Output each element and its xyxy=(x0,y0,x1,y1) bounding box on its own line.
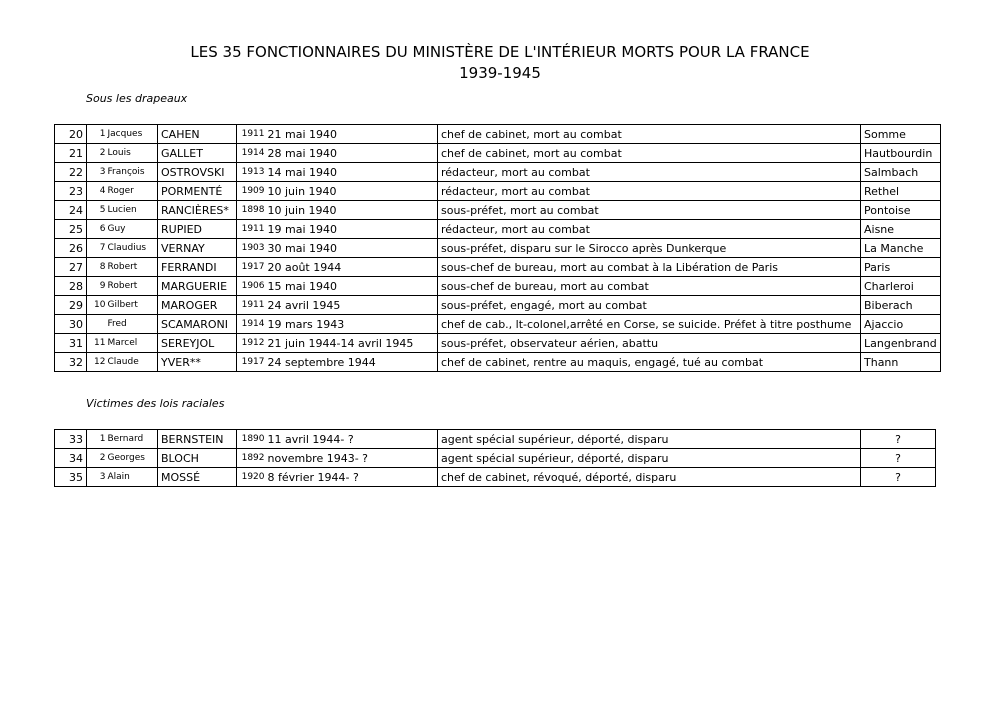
description-cell: agent spécial supérieur, déporté, disparu xyxy=(438,449,861,468)
death-date-cell: 10 juin 1940 xyxy=(267,201,438,220)
description-cell: sous-préfet, mort au combat xyxy=(438,201,861,220)
place-cell: Rethel xyxy=(861,182,941,201)
table-row xyxy=(55,277,941,296)
place-cell: Ajaccio xyxy=(861,315,941,334)
row-number-cell: 22 xyxy=(55,163,87,182)
table-row xyxy=(55,468,936,487)
row-ordinal-cell: 3 xyxy=(87,163,107,182)
birth-year-cell: 1920 xyxy=(237,468,267,487)
place-cell: Charleroi xyxy=(861,277,941,296)
row-ordinal-cell: 10 xyxy=(87,296,107,315)
row-number-cell: 34 xyxy=(55,449,87,468)
row-ordinal-cell: 8 xyxy=(87,258,107,277)
death-date-cell: 20 août 1944 xyxy=(267,258,438,277)
first-name-cell: Marcel xyxy=(107,334,158,353)
table-row xyxy=(55,296,941,315)
row-ordinal-cell: 6 xyxy=(87,220,107,239)
first-name-cell: Bernard xyxy=(107,430,158,449)
table-row xyxy=(55,334,941,353)
description-cell: sous-préfet, observateur aérien, abattu xyxy=(438,334,861,353)
row-number-cell: 25 xyxy=(55,220,87,239)
first-name-cell: Robert xyxy=(107,277,158,296)
last-name-cell: BERNSTEIN xyxy=(158,430,237,449)
death-date-cell: 14 mai 1940 xyxy=(267,163,438,182)
description-cell: sous-préfet, engagé, mort au combat xyxy=(438,296,861,315)
description-cell: rédacteur, mort au combat xyxy=(438,182,861,201)
row-ordinal-cell: 7 xyxy=(87,239,107,258)
document-title: LES 35 FONCTIONNAIRES DU MINISTÈRE DE L'INTÉRIEUR MORTS POUR LA FRANCE xyxy=(190,43,810,61)
last-name-cell: BLOCH xyxy=(158,449,237,468)
birth-year-cell: 1911 xyxy=(237,296,267,315)
place-cell: Aisne xyxy=(861,220,941,239)
last-name-cell: MARGUERIE xyxy=(158,277,237,296)
birth-year-cell: 1913 xyxy=(237,163,267,182)
table-row xyxy=(55,430,936,449)
place-cell: Paris xyxy=(861,258,941,277)
death-date-cell: 21 mai 1940 xyxy=(267,125,438,144)
last-name-cell: FERRANDI xyxy=(158,258,237,277)
death-date-cell: 8 février 1944- ? xyxy=(267,468,438,487)
last-name-cell: CAHEN xyxy=(158,125,237,144)
place-cell: Somme xyxy=(861,125,941,144)
death-date-cell: 21 juin 1944-14 avril 1945 xyxy=(267,334,438,353)
first-name-cell: Guy xyxy=(107,220,158,239)
birth-year-cell: 1914 xyxy=(237,144,267,163)
death-date-cell: 30 mai 1940 xyxy=(267,239,438,258)
description-cell: chef de cabinet, révoqué, déporté, disparu xyxy=(438,468,861,487)
table-row xyxy=(55,449,936,468)
table-drapeaux xyxy=(54,124,941,372)
death-date-cell: 10 juin 1940 xyxy=(267,182,438,201)
death-date-cell: 28 mai 1940 xyxy=(267,144,438,163)
row-number-cell: 20 xyxy=(55,125,87,144)
last-name-cell: OSTROVSKI xyxy=(158,163,237,182)
birth-year-cell: 1911 xyxy=(237,125,267,144)
row-number-cell: 31 xyxy=(55,334,87,353)
last-name-cell: YVER** xyxy=(158,353,237,372)
table-row xyxy=(55,239,941,258)
death-date-cell: 24 avril 1945 xyxy=(267,296,438,315)
last-name-cell: RUPIED xyxy=(158,220,237,239)
birth-year-cell: 1911 xyxy=(237,220,267,239)
description-cell: rédacteur, mort au combat xyxy=(438,163,861,182)
description-cell: sous-chef de bureau, mort au combat xyxy=(438,277,861,296)
row-number-cell: 32 xyxy=(55,353,87,372)
first-name-cell: Louis xyxy=(107,144,158,163)
description-cell: chef de cabinet, mort au combat xyxy=(438,125,861,144)
birth-year-cell: 1903 xyxy=(237,239,267,258)
row-ordinal-cell: 4 xyxy=(87,182,107,201)
place-cell: ? xyxy=(861,430,936,449)
birth-year-cell: 1917 xyxy=(237,258,267,277)
table-row xyxy=(55,182,941,201)
birth-year-cell: 1892 xyxy=(237,449,267,468)
row-number-cell: 24 xyxy=(55,201,87,220)
section-label-lois-raciales: Victimes des lois raciales xyxy=(86,397,225,410)
table-row xyxy=(55,258,941,277)
place-cell: ? xyxy=(861,449,936,468)
birth-year-cell: 1898 xyxy=(237,201,267,220)
table-row xyxy=(55,315,941,334)
description-cell: sous-préfet, disparu sur le Sirocco après Dunkerque xyxy=(438,239,861,258)
row-ordinal-cell: 5 xyxy=(87,201,107,220)
table-row xyxy=(55,220,941,239)
place-cell: Biberach xyxy=(861,296,941,315)
place-cell: Thann xyxy=(861,353,941,372)
birth-year-cell: 1917 xyxy=(237,353,267,372)
row-ordinal-cell: 2 xyxy=(87,144,107,163)
last-name-cell: SCAMARONI xyxy=(158,315,237,334)
first-name-cell: François xyxy=(107,163,158,182)
last-name-cell: MOSSÉ xyxy=(158,468,237,487)
death-date-cell: 11 avril 1944- ? xyxy=(267,430,438,449)
place-cell: ? xyxy=(861,468,936,487)
death-date-cell: 24 septembre 1944 xyxy=(267,353,438,372)
row-ordinal-cell: 12 xyxy=(87,353,107,372)
row-ordinal-cell: 11 xyxy=(87,334,107,353)
section-label-drapeaux: Sous les drapeaux xyxy=(86,92,188,105)
last-name-cell: MAROGER xyxy=(158,296,237,315)
last-name-cell: GALLET xyxy=(158,144,237,163)
birth-year-cell: 1890 xyxy=(237,430,267,449)
death-date-cell: 15 mai 1940 xyxy=(267,277,438,296)
row-ordinal-cell: 3 xyxy=(87,468,107,487)
birth-year-cell: 1909 xyxy=(237,182,267,201)
table-row xyxy=(55,125,941,144)
first-name-cell: Jacques xyxy=(107,125,158,144)
description-cell: chef de cabinet, mort au combat xyxy=(438,144,861,163)
first-name-cell: Lucien xyxy=(107,201,158,220)
table-row xyxy=(55,353,941,372)
death-date-cell: novembre 1943- ? xyxy=(267,449,438,468)
death-date-cell: 19 mars 1943 xyxy=(267,315,438,334)
table-lois-raciales xyxy=(54,429,936,487)
place-cell: Pontoise xyxy=(861,201,941,220)
first-name-cell: Roger xyxy=(107,182,158,201)
birth-year-cell: 1914 xyxy=(237,315,267,334)
birth-year-cell: 1912 xyxy=(237,334,267,353)
place-cell: Hautbourdin xyxy=(861,144,941,163)
birth-year-cell: 1906 xyxy=(237,277,267,296)
first-name-cell: Georges xyxy=(107,449,158,468)
description-cell: sous-chef de bureau, mort au combat à la Libération de Paris xyxy=(438,258,861,277)
last-name-cell: VERNAY xyxy=(158,239,237,258)
row-number-cell: 30 xyxy=(55,315,87,334)
place-cell: Langenbrand xyxy=(861,334,941,353)
last-name-cell: RANCIÈRES* xyxy=(158,201,237,220)
last-name-cell: PORMENTÉ xyxy=(158,182,237,201)
row-number-cell: 28 xyxy=(55,277,87,296)
row-ordinal-cell: 2 xyxy=(87,449,107,468)
row-number-cell: 27 xyxy=(55,258,87,277)
row-number-cell: 35 xyxy=(55,468,87,487)
first-name-cell: Gilbert xyxy=(107,296,158,315)
row-number-cell: 26 xyxy=(55,239,87,258)
row-number-cell: 23 xyxy=(55,182,87,201)
row-ordinal-cell xyxy=(87,315,107,334)
table-row xyxy=(55,201,941,220)
table-row xyxy=(55,144,941,163)
first-name-cell: Robert xyxy=(107,258,158,277)
first-name-cell: Alain xyxy=(107,468,158,487)
last-name-cell: SEREYJOL xyxy=(158,334,237,353)
description-cell: chef de cabinet, rentre au maquis, engagé, tué au combat xyxy=(438,353,861,372)
place-cell: La Manche xyxy=(861,239,941,258)
description-cell: agent spécial supérieur, déporté, disparu xyxy=(438,430,861,449)
row-ordinal-cell: 1 xyxy=(87,125,107,144)
first-name-cell: Claudius xyxy=(107,239,158,258)
document-subtitle-years: 1939-1945 xyxy=(459,64,541,82)
description-cell: chef de cab., lt-colonel,arrêté en Corse, se suicide. Préfet à titre posthume xyxy=(438,315,861,334)
row-number-cell: 33 xyxy=(55,430,87,449)
first-name-cell: Claude xyxy=(107,353,158,372)
row-ordinal-cell: 9 xyxy=(87,277,107,296)
row-number-cell: 21 xyxy=(55,144,87,163)
description-cell: rédacteur, mort au combat xyxy=(438,220,861,239)
row-number-cell: 29 xyxy=(55,296,87,315)
place-cell: Salmbach xyxy=(861,163,941,182)
table-row xyxy=(55,163,941,182)
death-date-cell: 19 mai 1940 xyxy=(267,220,438,239)
first-name-cell: Fred xyxy=(107,315,158,334)
row-ordinal-cell: 1 xyxy=(87,430,107,449)
